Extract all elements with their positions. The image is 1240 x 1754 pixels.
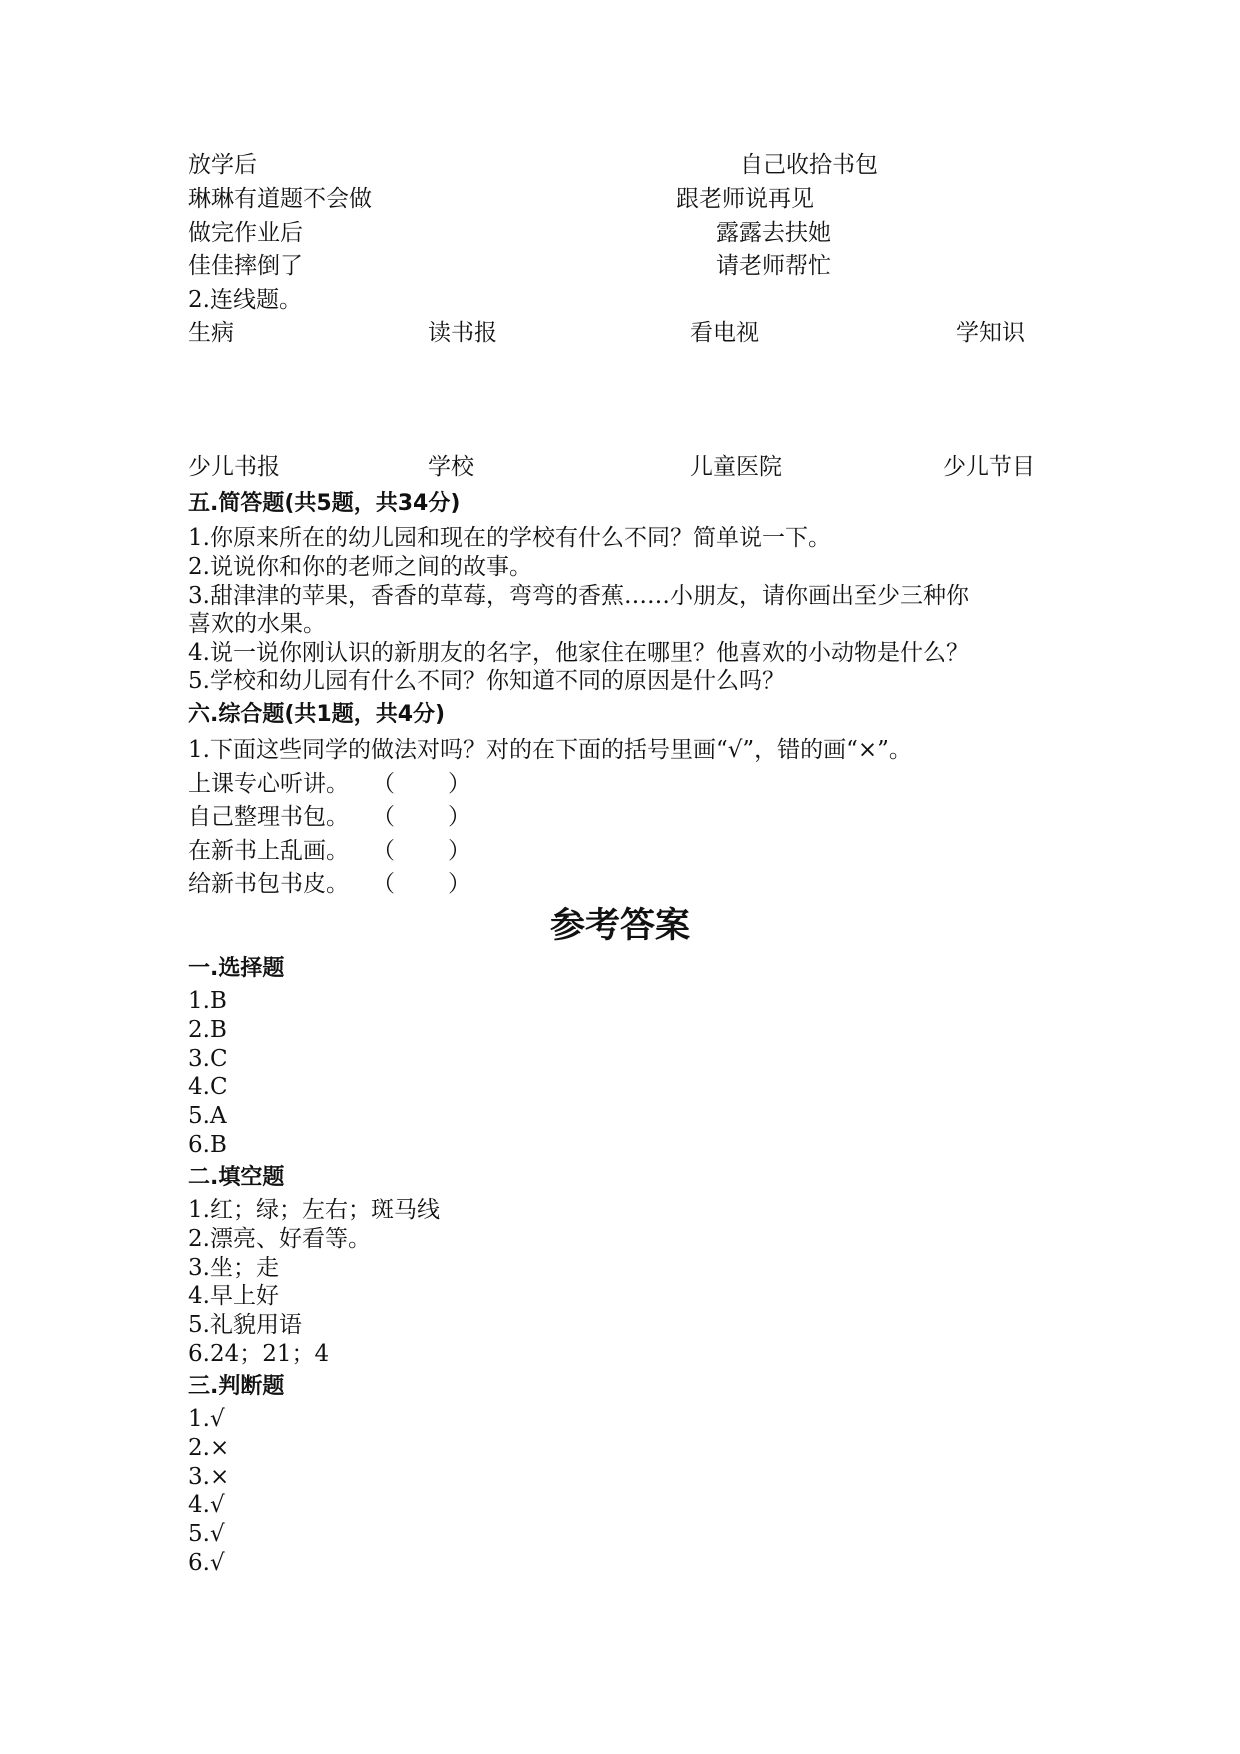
section6-heading: 六.综合题(共1题，共4分) bbox=[188, 702, 446, 727]
answers-section1-item-4: 4.C bbox=[188, 1074, 228, 1100]
answers-section2-item-6: 6.24；21；4 bbox=[188, 1341, 330, 1367]
link-top-4: 学知识 bbox=[956, 320, 1025, 346]
answers-section2-heading: 二.填空题 bbox=[188, 1165, 285, 1190]
link-top-1: 生病 bbox=[188, 320, 234, 346]
section5-heading: 五.简答题(共5题，共34分) bbox=[188, 491, 461, 516]
answers-section2-item-3: 3.坐；走 bbox=[188, 1255, 279, 1281]
answer-paren-open-3: （ bbox=[372, 838, 395, 864]
answers-section3-item-3: 3.× bbox=[188, 1464, 230, 1490]
answers-section1-item-1: 1.B bbox=[188, 988, 227, 1014]
section5-item-4: 4.说一说你刚认识的新朋友的名字，他家住在哪里？他喜欢的小动物是什么？ bbox=[188, 640, 969, 666]
question-2-label: 2.连线题。 bbox=[188, 287, 302, 313]
section6-item-3: 在新书上乱画。 bbox=[188, 838, 349, 864]
match-left-1: 放学后 bbox=[188, 152, 257, 178]
answer-paren-open-2: （ bbox=[372, 804, 395, 830]
answers-section3-item-1: 1.√ bbox=[188, 1406, 225, 1432]
section6-item-4: 给新书包书皮。 bbox=[188, 871, 349, 897]
section6-item-2: 自己整理书包。 bbox=[188, 804, 349, 830]
link-bottom-1: 少儿书报 bbox=[188, 454, 280, 480]
section6-item-1: 上课专心听讲。 bbox=[188, 771, 349, 797]
link-bottom-3: 儿童医院 bbox=[690, 454, 782, 480]
answer-paren-close-2: ） bbox=[448, 804, 471, 830]
link-bottom-4: 少儿节目 bbox=[943, 454, 1035, 480]
answers-section2-item-2: 2.漂亮、好看等。 bbox=[188, 1226, 371, 1252]
answers-section1-item-6: 6.B bbox=[188, 1132, 227, 1158]
answers-section3-item-4: 4.√ bbox=[188, 1492, 225, 1518]
answer-paren-close-3: ） bbox=[448, 838, 471, 864]
link-bottom-2: 学校 bbox=[428, 454, 474, 480]
section5-item-5: 5.学校和幼儿园有什么不同？你知道不同的原因是什么吗？ bbox=[188, 668, 785, 694]
match-right-1: 自己收拾书包 bbox=[740, 152, 878, 178]
answer-paren-open-1: （ bbox=[372, 771, 395, 797]
match-left-3: 做完作业后 bbox=[188, 220, 303, 246]
answers-section3-item-6: 6.√ bbox=[188, 1550, 225, 1576]
match-right-3: 露露去扶她 bbox=[716, 220, 831, 246]
section5-item-1: 1.你原来所在的幼儿园和现在的学校有什么不同？简单说一下。 bbox=[188, 525, 831, 551]
link-top-2: 读书报 bbox=[428, 320, 497, 346]
answers-section1-item-2: 2.B bbox=[188, 1017, 227, 1043]
section5-item-2: 2.说说你和你的老师之间的故事。 bbox=[188, 554, 532, 580]
answer-paren-close-1: ） bbox=[448, 771, 471, 797]
answer-paren-open-4: （ bbox=[372, 871, 395, 897]
answers-section2-item-4: 4.早上好 bbox=[188, 1283, 279, 1309]
answer-paren-close-4: ） bbox=[448, 871, 471, 897]
link-top-3: 看电视 bbox=[690, 320, 759, 346]
section5-item-3: 3.甜津津的苹果，香香的草莓，弯弯的香蕉……小朋友，请你画出至少三种你 bbox=[188, 583, 969, 609]
section5-item-3-cont: 喜欢的水果。 bbox=[188, 611, 326, 637]
match-left-2: 琳琳有道题不会做 bbox=[188, 186, 372, 212]
answers-section3-heading: 三.判断题 bbox=[188, 1374, 285, 1399]
answers-section2-item-5: 5.礼貌用语 bbox=[188, 1312, 302, 1338]
answers-section1-item-3: 3.C bbox=[188, 1046, 228, 1072]
match-right-4: 请老师帮忙 bbox=[716, 253, 831, 279]
answers-section1-heading: 一.选择题 bbox=[188, 956, 285, 981]
answers-section1-item-5: 5.A bbox=[188, 1103, 227, 1129]
match-right-2: 跟老师说再见 bbox=[676, 186, 814, 212]
answers-section3-item-5: 5.√ bbox=[188, 1521, 225, 1547]
answers-title: 参考答案 bbox=[549, 906, 690, 946]
answers-section3-item-2: 2.× bbox=[188, 1435, 230, 1461]
match-left-4: 佳佳摔倒了 bbox=[188, 253, 303, 279]
section6-intro: 1.下面这些同学的做法对吗？对的在下面的括号里画“√”，错的画“×”。 bbox=[188, 737, 912, 763]
answers-section2-item-1: 1.红；绿；左右；斑马线 bbox=[188, 1197, 440, 1223]
